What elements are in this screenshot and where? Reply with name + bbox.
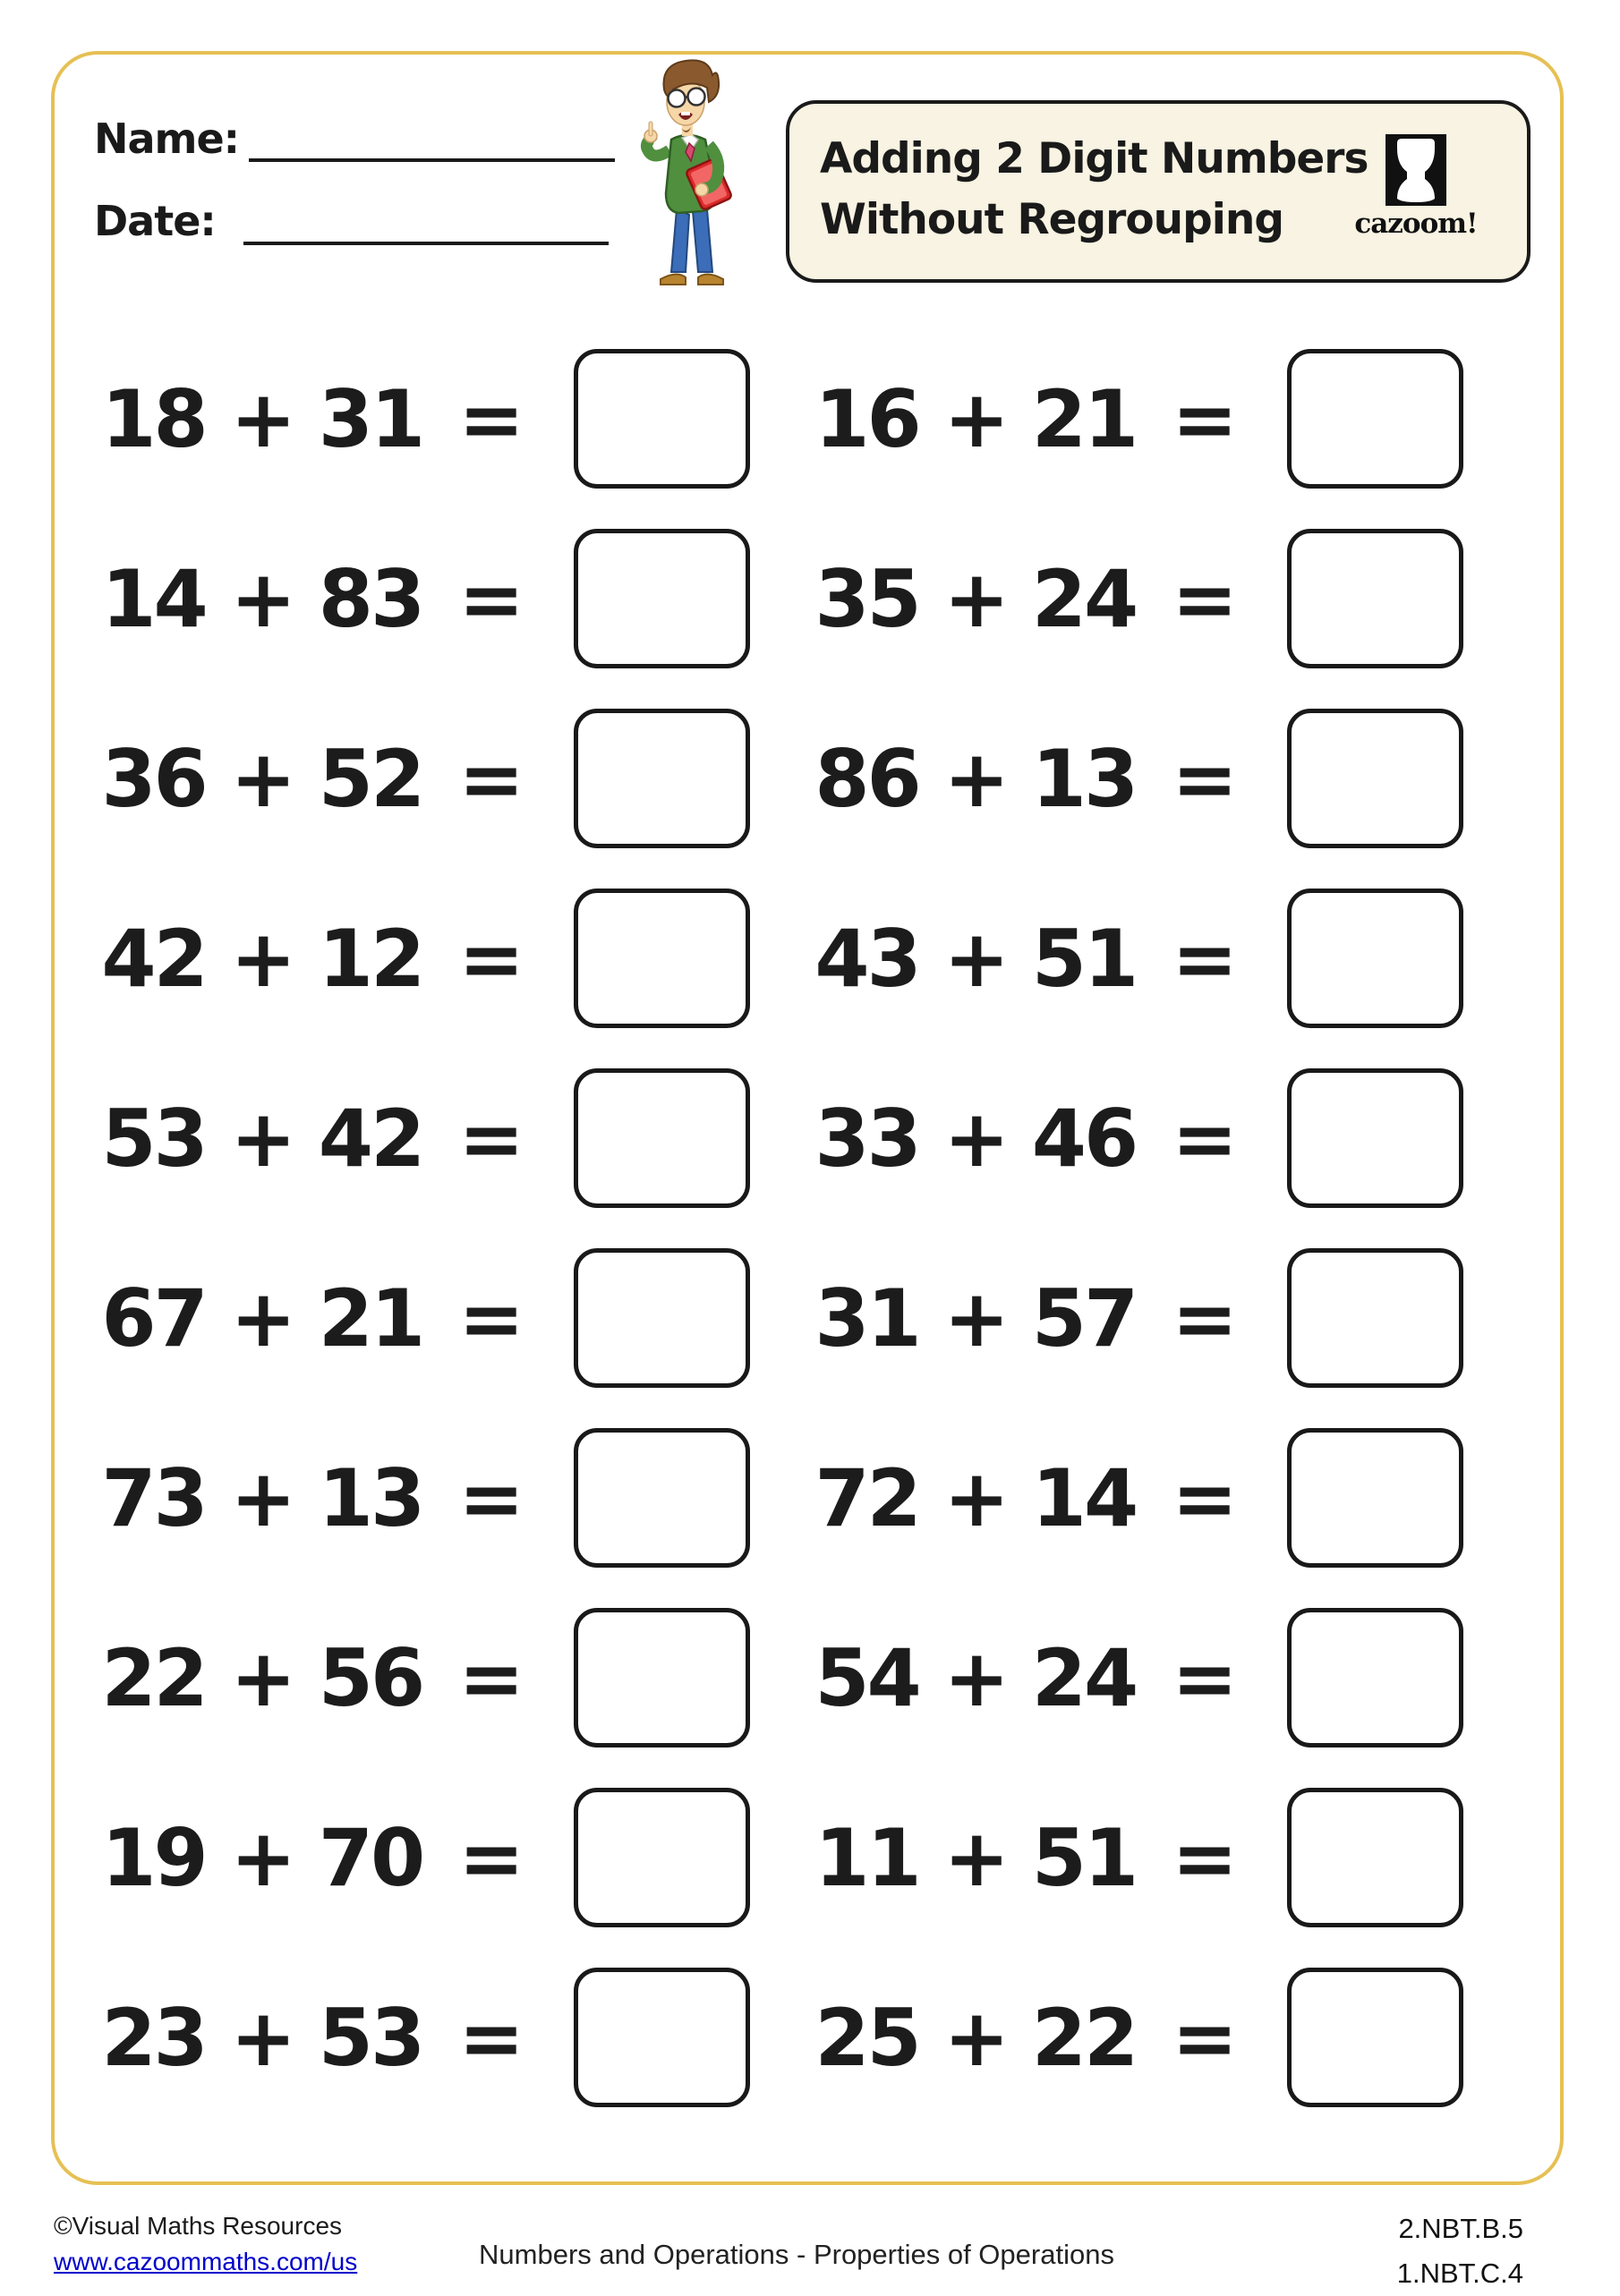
answer-box[interactable] [574,1428,750,1568]
equals-sign: = [1172,732,1235,825]
equals-sign: = [458,1991,522,2084]
equals-sign: = [1172,1092,1235,1185]
problem-expression: 42 + 12 [101,912,423,1005]
problem-row [794,520,1463,677]
name-label: Name: [94,115,240,163]
problem-expression: 67 + 21 [101,1271,423,1365]
equals-sign: = [458,1092,522,1185]
problem-expression: 11 + 51 [814,1811,1137,1904]
equals-sign: = [458,372,522,465]
problem-expression: 73 + 13 [101,1451,423,1544]
problem-row [794,1239,1463,1397]
cazoom-drum-icon [1386,134,1446,206]
answer-box[interactable] [574,1068,750,1208]
problem-expression: 86 + 13 [814,732,1137,825]
problem-row [794,1419,1463,1577]
answer-box[interactable] [574,1608,750,1748]
answer-box[interactable] [1287,529,1463,668]
problem-expression: 43 + 51 [814,912,1137,1005]
copyright-text: ©Visual Maths Resources [54,2212,343,2240]
problem-row [81,1059,750,1217]
answer-box[interactable] [574,349,750,489]
problem-expression: 72 + 14 [814,1451,1137,1544]
answer-box[interactable] [1287,1068,1463,1208]
problem-row [81,340,750,497]
answer-box[interactable] [574,1248,750,1388]
problem-row [794,1059,1463,1217]
equals-sign: = [458,552,522,645]
equals-sign: = [458,1451,522,1544]
title-line-2: Without Regrouping [820,195,1283,244]
website-link[interactable]: www.cazoommaths.com/us [54,2248,358,2275]
problem-expression: 23 + 53 [101,1991,423,2084]
equals-sign: = [1172,912,1235,1005]
problem-expression: 18 + 31 [101,372,423,465]
name-input-line[interactable] [249,158,615,162]
problem-expression: 22 + 56 [101,1631,423,1724]
standard-code-1: 2.NBT.B.5 [1398,2213,1523,2244]
equals-sign: = [1172,552,1235,645]
worksheet-title [820,129,1368,251]
answer-box[interactable] [1287,1968,1463,2107]
answer-box[interactable] [574,709,750,848]
equals-sign: = [458,732,522,825]
equals-sign: = [1172,1631,1235,1724]
answer-box[interactable] [1287,1248,1463,1388]
equals-sign: = [1172,1811,1235,1904]
problem-expression: 33 + 46 [814,1092,1137,1185]
problem-row [794,1959,1463,2116]
problem-expression: 16 + 21 [814,372,1137,465]
standard-code-2: 1.NBT.C.4 [1396,2258,1523,2289]
problem-row [81,880,750,1037]
problem-expression: 53 + 42 [101,1092,423,1185]
equals-sign: = [1172,1451,1235,1544]
problem-row [81,1959,750,2116]
problem-expression: 36 + 52 [101,732,423,825]
date-input-line[interactable] [243,242,609,245]
equals-sign: = [458,1271,522,1365]
equals-sign: = [1172,1991,1235,2084]
equals-sign: = [1172,1271,1235,1365]
problem-row [81,700,750,857]
problem-expression: 31 + 57 [814,1271,1137,1365]
answer-box[interactable] [574,1788,750,1927]
answer-box[interactable] [1287,889,1463,1028]
answer-box[interactable] [1287,1428,1463,1568]
title-line-1: Adding 2 Digit Numbers [820,134,1368,183]
equals-sign: = [458,1811,522,1904]
problem-row [794,880,1463,1037]
answer-box[interactable] [574,1968,750,2107]
problem-expression: 54 + 24 [814,1631,1137,1724]
problem-row [794,340,1463,497]
cazoom-logo-text: cazoom! [1354,208,1478,240]
answer-box[interactable] [1287,349,1463,489]
equals-sign: = [458,1631,522,1724]
problem-row [81,1779,750,1936]
problem-expression: 25 + 22 [814,1991,1137,2084]
title-box [786,100,1530,283]
footer-standards [1397,2207,1523,2296]
problem-expression: 14 + 83 [101,552,423,645]
problem-row [794,700,1463,857]
equals-sign: = [1172,372,1235,465]
cazoom-logo [1344,134,1488,240]
problem-row [81,1239,750,1397]
answer-box[interactable] [574,529,750,668]
equals-sign: = [458,912,522,1005]
date-label: Date: [94,197,216,245]
problem-expression: 35 + 24 [814,552,1137,645]
teacher-cartoon [627,57,743,297]
answer-box[interactable] [1287,1788,1463,1927]
answer-box[interactable] [1287,1608,1463,1748]
problem-row [81,1419,750,1577]
problem-row [794,1599,1463,1756]
problem-row [81,1599,750,1756]
problem-row [794,1779,1463,1936]
problem-row [81,520,750,677]
footer-topic: Numbers and Operations - Properties of Operations [479,2239,1114,2270]
problem-expression: 19 + 70 [101,1811,423,1904]
answer-box[interactable] [574,889,750,1028]
answer-box[interactable] [1287,709,1463,848]
